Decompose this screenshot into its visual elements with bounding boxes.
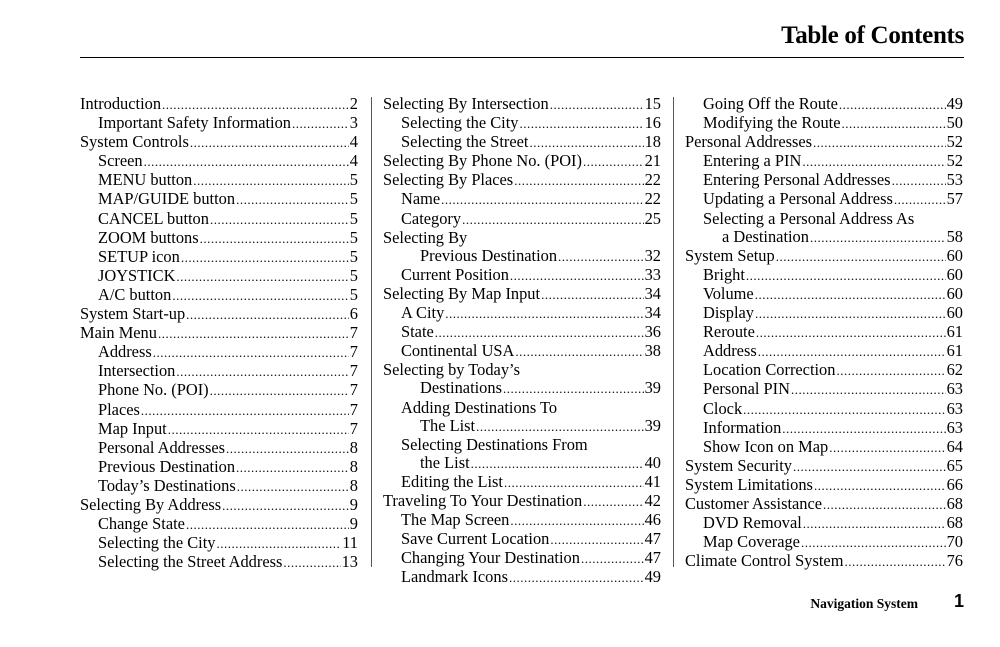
toc-entry[interactable] — [383, 133, 661, 152]
toc-entry[interactable] — [80, 362, 358, 381]
dot-leader — [176, 268, 348, 286]
toc-column-1 — [80, 95, 358, 572]
toc-entry-title: Name — [401, 189, 441, 209]
toc-heading: Selecting By — [383, 227, 468, 247]
toc-page-number: 7 — [349, 380, 358, 400]
dot-leader — [283, 554, 340, 572]
toc-entry-title: Previous Destination — [98, 456, 236, 476]
toc-entry-title: Selecting By Intersection — [383, 94, 549, 113]
toc-page-number: 41 — [644, 471, 661, 491]
dot-leader — [216, 535, 341, 553]
toc-entry[interactable] — [80, 553, 358, 572]
toc-entry-title: Selecting By Phone No. (POI) — [383, 151, 582, 171]
toc-page-number: 60 — [946, 303, 963, 323]
toc-column-3 — [685, 95, 963, 571]
toc-heading: Adding Destinations To — [401, 397, 558, 417]
toc-page-number: 3 — [349, 113, 358, 133]
toc-page-number: 60 — [946, 245, 963, 265]
toc-page-number: 60 — [946, 264, 963, 284]
toc-entry[interactable] — [80, 439, 358, 458]
toc-entry[interactable] — [383, 417, 661, 436]
toc-entry-title: Selecting By Map Input — [383, 283, 541, 303]
toc-page-number: 34 — [644, 283, 661, 303]
toc-entry[interactable] — [685, 247, 963, 266]
toc-entry[interactable] — [685, 95, 963, 114]
dot-leader — [823, 496, 946, 514]
toc-entry[interactable] — [80, 458, 358, 477]
dot-leader — [504, 474, 644, 492]
dot-leader — [892, 172, 946, 190]
toc-page-number: 76 — [946, 551, 963, 571]
toc-page-number: 52 — [946, 132, 963, 152]
dot-leader — [758, 343, 946, 361]
toc-entry-title: Landmark Icons — [401, 567, 508, 587]
dot-leader — [756, 324, 946, 342]
toc-page-number: 68 — [946, 513, 963, 533]
toc-page-number: 65 — [946, 455, 963, 475]
dot-leader — [237, 478, 349, 496]
toc-page-number: 50 — [946, 113, 963, 133]
toc-entry-title: Show Icon on Map — [703, 436, 829, 456]
toc-page-number: 22 — [644, 170, 661, 190]
toc-page-number: 4 — [349, 151, 358, 171]
toc-entry[interactable] — [383, 95, 661, 114]
toc-entry-title: Screen — [98, 151, 143, 171]
column-divider — [371, 97, 372, 567]
dot-leader — [839, 96, 946, 114]
toc-entry-title: Personal PIN — [703, 379, 790, 399]
dot-leader — [226, 440, 349, 458]
toc-page-number: 58 — [946, 226, 963, 246]
toc-entry-title: Selecting the City — [401, 113, 519, 133]
toc-entry-title: Changing Your Destination — [401, 548, 580, 568]
toc-entry-title: Current Position — [401, 264, 509, 284]
toc-page-number: 2 — [349, 94, 358, 113]
toc-entry[interactable] — [685, 514, 963, 533]
toc-entry-title: System Limitations — [685, 474, 813, 494]
toc-entry[interactable] — [383, 304, 661, 323]
toc-entry-title: Going Off the Route — [703, 94, 838, 113]
dot-leader — [541, 286, 644, 304]
toc-entry-title: Climate Control System — [685, 551, 844, 571]
dot-leader — [141, 402, 349, 420]
toc-entry-title: MAP/GUIDE button — [98, 189, 236, 209]
toc-page-number: 57 — [946, 189, 963, 209]
toc-entry[interactable] — [383, 171, 661, 190]
toc-heading: Selecting Destinations From — [401, 434, 588, 454]
toc-entry-title: MENU button — [98, 170, 193, 190]
dot-leader — [782, 420, 945, 438]
dot-leader — [583, 493, 643, 511]
toc-page-number: 53 — [946, 170, 963, 190]
toc-page-number: 7 — [349, 342, 358, 362]
dot-leader — [462, 211, 644, 229]
toc-entry-title: Address — [703, 341, 757, 361]
dot-leader — [210, 211, 349, 229]
dot-leader — [153, 344, 349, 362]
toc-entry-title: the List — [420, 452, 470, 472]
dot-leader — [236, 191, 349, 209]
toc-page-number: 47 — [644, 529, 661, 549]
dot-leader — [144, 153, 349, 171]
toc-page-number: 70 — [946, 532, 963, 552]
toc-entry-title: A/C button — [98, 284, 172, 304]
toc-page-number: 5 — [349, 265, 358, 285]
toc-entry-title: Continental USA — [401, 341, 515, 361]
dot-leader — [515, 343, 643, 361]
dot-leader — [550, 96, 644, 114]
toc-entry-title: Updating a Personal Address — [703, 189, 893, 209]
footer-label: Navigation System — [810, 596, 918, 611]
toc-entry-title: Destinations — [420, 378, 502, 398]
dot-leader — [581, 550, 644, 568]
toc-page-number: 7 — [349, 323, 358, 343]
dot-leader — [802, 153, 945, 171]
dot-leader — [435, 324, 644, 342]
toc-page-number: 9 — [349, 514, 358, 534]
toc-column-2 — [383, 95, 661, 587]
toc-entry[interactable] — [685, 380, 963, 399]
toc-entry-title: Selecting the Street Address — [98, 552, 283, 572]
toc-page-number: 5 — [349, 284, 358, 304]
toc-page-number: 33 — [644, 264, 661, 284]
toc-page-number: 8 — [349, 437, 358, 457]
toc-entry-title: CANCEL button — [98, 208, 209, 228]
toc-page-number: 64 — [946, 436, 963, 456]
toc-heading: Selecting a Personal Address As — [703, 208, 915, 228]
dot-leader — [158, 325, 349, 343]
dot-leader — [176, 363, 348, 381]
toc-entry-title: Selecting By Places — [383, 170, 514, 190]
toc-entry-title: Main Menu — [80, 323, 157, 343]
dot-leader — [476, 418, 644, 436]
dot-leader — [755, 305, 946, 323]
toc-entry[interactable] — [383, 511, 661, 530]
dot-leader — [529, 134, 643, 152]
toc-page-number: 4 — [349, 132, 358, 152]
toc-entry[interactable] — [80, 343, 358, 362]
toc-entry-title: Personal Addresses — [685, 132, 813, 152]
dot-leader — [776, 248, 946, 266]
toc-entry-title: Modifying the Route — [703, 113, 841, 133]
toc-entry[interactable] — [80, 171, 358, 190]
toc-entry[interactable] — [80, 305, 358, 324]
toc-entry[interactable] — [685, 419, 963, 438]
toc-entry-title: A City — [401, 303, 445, 323]
dot-leader — [445, 305, 643, 323]
dot-leader — [743, 401, 945, 419]
dot-leader — [829, 439, 945, 457]
toc-entry-title: Change State — [98, 514, 185, 534]
toc-entry[interactable] — [685, 400, 963, 419]
toc-entry-title: Selecting By Address — [80, 494, 222, 514]
toc-entry-title: DVD Removal — [703, 513, 802, 533]
toc-entry-title: Phone No. (POI) — [98, 380, 209, 400]
toc-entry-title: Display — [703, 303, 754, 323]
page-number: 1 — [953, 591, 964, 611]
toc-entry[interactable] — [685, 114, 963, 133]
toc-entry[interactable] — [685, 133, 963, 152]
dot-leader — [746, 267, 946, 285]
toc-entry-title: JOYSTICK — [98, 265, 176, 285]
toc-entry-title: System Controls — [80, 132, 189, 152]
toc-entry-title: Clock — [703, 398, 743, 418]
toc-entry-title: SETUP icon — [98, 246, 180, 266]
toc-entry[interactable] — [383, 323, 661, 342]
dot-leader — [810, 229, 946, 247]
toc-page-number: 5 — [349, 246, 358, 266]
toc-page-number: 49 — [946, 94, 963, 113]
toc-entry[interactable] — [685, 323, 963, 342]
toc-entry[interactable] — [383, 190, 661, 209]
toc-entry[interactable] — [383, 247, 661, 266]
toc-page-number: 34 — [644, 303, 661, 323]
dot-leader — [801, 534, 946, 552]
toc-page-number: 61 — [946, 322, 963, 342]
toc-entry-title: a Destination — [722, 226, 809, 246]
toc-page-number: 7 — [349, 399, 358, 419]
toc-entry[interactable] — [80, 133, 358, 152]
toc-page-number: 63 — [946, 398, 963, 418]
toc-entry[interactable] — [383, 266, 661, 285]
dot-leader — [836, 362, 945, 380]
toc-entry-title: Selecting the City — [98, 533, 216, 553]
dot-leader — [190, 134, 349, 152]
toc-page-number: 60 — [946, 283, 963, 303]
dot-leader — [222, 497, 349, 515]
dot-leader — [200, 230, 349, 248]
toc-entry[interactable] — [685, 552, 963, 571]
toc-entry-title: Address — [98, 342, 152, 362]
toc-entry-title: Introduction — [80, 94, 162, 113]
toc-page-number: 6 — [349, 304, 358, 324]
dot-leader — [510, 512, 643, 530]
toc-page-number: 46 — [644, 510, 661, 530]
toc-entry[interactable] — [80, 496, 358, 515]
toc-entry[interactable] — [685, 342, 963, 361]
toc-page-number: 13 — [341, 552, 358, 572]
toc-page-number: 7 — [349, 361, 358, 381]
toc-page-number: 52 — [946, 151, 963, 171]
dot-leader — [292, 115, 349, 133]
toc-entry[interactable] — [80, 420, 358, 439]
toc-entry[interactable] — [685, 152, 963, 171]
toc-page-number: 32 — [644, 245, 661, 265]
toc-entry[interactable] — [685, 438, 963, 457]
toc-page-number: 39 — [644, 378, 661, 398]
dot-leader — [503, 380, 644, 398]
toc-entry[interactable] — [80, 248, 358, 267]
toc-page-number: 61 — [946, 341, 963, 361]
toc-entry-title: Places — [98, 399, 140, 419]
dot-leader — [813, 134, 946, 152]
toc-entry-title: The List — [420, 415, 476, 435]
toc-entry[interactable] — [383, 379, 661, 398]
toc-page-number: 5 — [349, 170, 358, 190]
toc-entry[interactable] — [685, 171, 963, 190]
toc-page-number: 62 — [946, 360, 963, 380]
toc-entry-title: Location Correction — [703, 360, 836, 380]
dot-leader — [791, 381, 946, 399]
toc-entry-title: Traveling To Your Destination — [383, 490, 583, 510]
toc-page-number: 21 — [644, 151, 661, 171]
toc-entry-title: Important Safety Information — [98, 113, 291, 133]
header-rule — [80, 57, 964, 58]
toc-entry[interactable] — [383, 210, 661, 229]
toc-entry[interactable] — [383, 285, 661, 304]
dot-leader — [510, 267, 644, 285]
toc-page-number: 11 — [342, 533, 358, 553]
dot-leader — [471, 455, 644, 473]
page-title: Table of Contents — [781, 22, 964, 49]
toc-entry[interactable] — [383, 549, 661, 568]
toc-page-number: 63 — [946, 417, 963, 437]
toc-heading: Selecting by Today’s — [383, 360, 520, 380]
toc-entry-title: Reroute — [703, 322, 755, 342]
dot-leader — [210, 382, 349, 400]
toc-entry-title: Volume — [703, 283, 754, 303]
toc-entry[interactable] — [383, 152, 661, 171]
toc-page-number: 16 — [644, 113, 661, 133]
dot-leader — [844, 553, 945, 571]
toc-entry-title: Personal Addresses — [98, 437, 226, 457]
dot-leader — [514, 172, 643, 190]
toc-entry-title: The Map Screen — [401, 510, 510, 530]
toc-entry[interactable] — [80, 190, 358, 209]
toc-entry[interactable] — [685, 457, 963, 476]
dot-leader — [755, 286, 946, 304]
toc-entry[interactable] — [80, 477, 358, 496]
dot-leader — [236, 459, 349, 477]
toc-page-number: 9 — [349, 494, 358, 514]
dot-leader — [509, 569, 644, 587]
toc-entry[interactable] — [80, 324, 358, 343]
toc-entry-title: Information — [703, 417, 782, 437]
toc-entry-title: Previous Destination — [420, 245, 558, 265]
dot-leader — [162, 96, 349, 114]
toc-page-number: 8 — [349, 456, 358, 476]
toc-entry[interactable] — [685, 361, 963, 380]
toc-entry-title: Save Current Location — [401, 529, 550, 549]
toc-entry-title: Entering a PIN — [703, 151, 802, 171]
dot-leader — [842, 115, 946, 133]
dot-leader — [550, 531, 643, 549]
dot-leader — [583, 153, 644, 171]
toc-entry[interactable] — [383, 492, 661, 511]
toc-entry-title: Bright — [703, 264, 745, 284]
toc-entry[interactable] — [685, 190, 963, 209]
toc-page-number: 38 — [644, 341, 661, 361]
toc-entry-title: Intersection — [98, 361, 176, 381]
dot-leader — [172, 287, 348, 305]
dot-leader — [441, 191, 643, 209]
dot-leader — [558, 248, 644, 266]
toc-entry[interactable] — [80, 95, 358, 114]
toc-entry-title: ZOOM buttons — [98, 227, 199, 247]
toc-page-number: 40 — [644, 452, 661, 472]
toc-page-number: 66 — [946, 474, 963, 494]
toc-entry[interactable] — [685, 476, 963, 495]
dot-leader — [803, 515, 946, 533]
toc-entry[interactable] — [685, 266, 963, 285]
toc-entry[interactable] — [80, 381, 358, 400]
toc-entry[interactable] — [685, 228, 963, 247]
dot-leader — [186, 516, 349, 534]
toc-entry-title: Entering Personal Addresses — [703, 170, 891, 190]
toc-entry[interactable] — [80, 152, 358, 171]
dot-leader — [193, 172, 349, 190]
toc-entry-title: Map Coverage — [703, 532, 800, 552]
dot-leader — [793, 458, 946, 476]
toc-page-number: 68 — [946, 493, 963, 513]
dot-leader — [168, 421, 349, 439]
toc-page-number: 63 — [946, 379, 963, 399]
toc-page-number: 39 — [644, 415, 661, 435]
toc-entry[interactable] — [383, 568, 661, 587]
toc-page-number: 49 — [644, 567, 661, 587]
toc-page-number: 8 — [349, 475, 358, 495]
dot-leader — [181, 249, 349, 267]
dot-leader — [186, 306, 349, 324]
toc-entry-title: Map Input — [98, 418, 167, 438]
toc-page-number: 7 — [349, 418, 358, 438]
toc-entry[interactable] — [685, 304, 963, 323]
toc-entry[interactable] — [80, 210, 358, 229]
toc-entry-title: System Security — [685, 455, 792, 475]
toc-entry[interactable] — [80, 229, 358, 248]
toc-entry[interactable] — [383, 342, 661, 361]
toc-entry[interactable] — [80, 114, 358, 133]
toc-page-number: 42 — [644, 490, 661, 510]
toc-entry[interactable] — [685, 533, 963, 552]
toc-page-number: 15 — [644, 94, 661, 113]
toc-entry[interactable] — [80, 286, 358, 305]
toc-page-number: 18 — [644, 132, 661, 152]
toc-entry[interactable] — [685, 285, 963, 304]
toc-entry[interactable] — [80, 401, 358, 420]
toc-page-number: 36 — [644, 322, 661, 342]
toc-entry-title: State — [401, 322, 434, 342]
toc-entry[interactable] — [80, 267, 358, 286]
dot-leader — [814, 477, 946, 495]
dot-leader — [894, 191, 946, 209]
toc-page-number: 25 — [644, 208, 661, 228]
toc-page-number: 5 — [349, 208, 358, 228]
toc-page-number: 47 — [644, 548, 661, 568]
toc-entry[interactable] — [80, 534, 358, 553]
dot-leader — [519, 115, 643, 133]
toc-entry-title: Editing the List — [401, 471, 503, 491]
toc-entry[interactable] — [383, 530, 661, 549]
column-divider — [673, 97, 674, 567]
toc-entry-title: System Setup — [685, 245, 775, 265]
toc-entry[interactable] — [383, 473, 661, 492]
toc-entry[interactable] — [685, 495, 963, 514]
toc-entry[interactable] — [80, 515, 358, 534]
toc-page-number: 5 — [349, 227, 358, 247]
toc-entry[interactable] — [383, 114, 661, 133]
toc-entry-title: Category — [401, 208, 462, 228]
toc-entry-title: System Start-up — [80, 304, 186, 324]
toc-page-number: 5 — [349, 189, 358, 209]
toc-page-number: 22 — [644, 189, 661, 209]
toc-entry-title: Customer Assistance — [685, 493, 823, 513]
toc-entry-title: Today’s Destinations — [98, 475, 236, 495]
toc-entry-title: Selecting the Street — [401, 132, 529, 152]
toc-entry[interactable] — [383, 454, 661, 473]
